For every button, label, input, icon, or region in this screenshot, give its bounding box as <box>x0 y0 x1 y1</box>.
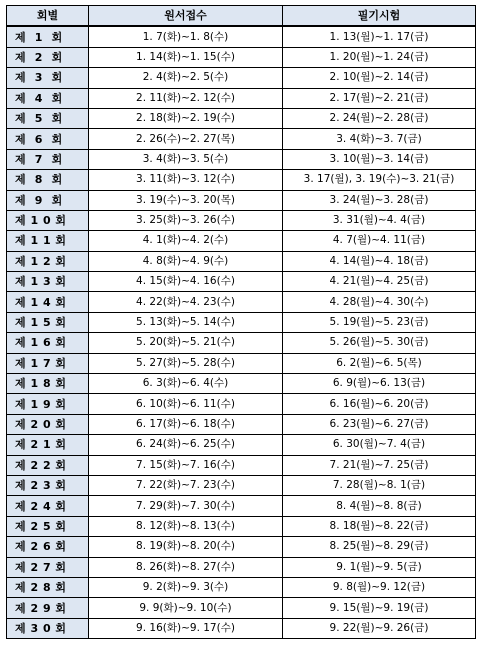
round-cell: 제 1 회 <box>7 26 89 47</box>
application-period-cell: 3. 19(수)~3. 20(목) <box>89 190 283 210</box>
table-row <box>7 312 476 332</box>
round-cell: 제 2 6 회 <box>7 537 89 557</box>
application-period-cell: 7. 29(화)~7. 30(수) <box>89 496 283 516</box>
table-row <box>7 496 476 516</box>
written-exam-period-cell: 5. 19(월)~5. 23(금) <box>283 312 476 332</box>
round-cell: 제 1 0 회 <box>7 210 89 230</box>
table-row <box>7 394 476 414</box>
application-period-cell: 1. 7(화)~1. 8(수) <box>89 26 283 47</box>
table-row <box>7 353 476 373</box>
written-exam-period-cell: 7. 21(월)~7. 25(금) <box>283 455 476 475</box>
table-row <box>7 516 476 536</box>
round-cell: 제 2 5 회 <box>7 516 89 536</box>
application-period-cell: 5. 13(화)~5. 14(수) <box>89 312 283 332</box>
application-period-cell: 8. 19(화)~8. 20(수) <box>89 537 283 557</box>
table-row <box>7 618 476 638</box>
written-exam-period-cell: 2. 24(월)~2. 28(금) <box>283 108 476 128</box>
application-period-cell: 9. 9(화)~9. 10(수) <box>89 598 283 618</box>
header-written-exam: 필기시험 <box>283 6 476 27</box>
round-cell: 제 8 회 <box>7 170 89 190</box>
written-exam-period-cell: 2. 10(월)~2. 14(금) <box>283 68 476 88</box>
written-exam-period-cell: 6. 2(월)~6. 5(목) <box>283 353 476 373</box>
table-row <box>7 190 476 210</box>
application-period-cell: 1. 14(화)~1. 15(수) <box>89 47 283 67</box>
table-row <box>7 475 476 495</box>
application-period-cell: 2. 4(화)~2. 5(수) <box>89 68 283 88</box>
written-exam-period-cell: 5. 26(월)~5. 30(금) <box>283 333 476 353</box>
written-exam-period-cell: 1. 13(월)~1. 17(금) <box>283 26 476 47</box>
table-row <box>7 47 476 67</box>
written-exam-period-cell: 9. 8(월)~9. 12(금) <box>283 577 476 597</box>
round-cell: 제 2 3 회 <box>7 475 89 495</box>
application-period-cell: 6. 17(화)~6. 18(수) <box>89 414 283 434</box>
round-cell: 제 1 1 회 <box>7 231 89 251</box>
application-period-cell: 8. 12(화)~8. 13(수) <box>89 516 283 536</box>
table-row <box>7 88 476 108</box>
written-exam-period-cell: 3. 24(월)~3. 28(금) <box>283 190 476 210</box>
application-period-cell: 8. 26(화)~8. 27(수) <box>89 557 283 577</box>
round-cell: 제 1 5 회 <box>7 312 89 332</box>
table-row <box>7 374 476 394</box>
written-exam-period-cell: 6. 23(월)~6. 27(금) <box>283 414 476 434</box>
header-round: 회별 <box>7 6 89 27</box>
round-cell: 제 2 2 회 <box>7 455 89 475</box>
round-cell: 제 2 7 회 <box>7 557 89 577</box>
application-period-cell: 4. 8(화)~4. 9(수) <box>89 251 283 271</box>
application-period-cell: 4. 1(화)~4. 2(수) <box>89 231 283 251</box>
written-exam-period-cell: 9. 15(월)~9. 19(금) <box>283 598 476 618</box>
table-row <box>7 26 476 47</box>
header-application: 원서접수 <box>89 6 283 27</box>
table-row <box>7 557 476 577</box>
written-exam-period-cell: 8. 4(월)~8. 8(금) <box>283 496 476 516</box>
table-row <box>7 333 476 353</box>
table-row <box>7 435 476 455</box>
written-exam-period-cell: 4. 7(월)~4. 11(금) <box>283 231 476 251</box>
round-cell: 제 3 회 <box>7 68 89 88</box>
round-cell: 제 5 회 <box>7 108 89 128</box>
table-row <box>7 170 476 190</box>
table-row <box>7 598 476 618</box>
written-exam-period-cell: 3. 4(화)~3. 7(금) <box>283 129 476 149</box>
written-exam-period-cell: 4. 14(월)~4. 18(금) <box>283 251 476 271</box>
table-row <box>7 292 476 312</box>
written-exam-period-cell: 8. 25(월)~8. 29(금) <box>283 537 476 557</box>
round-cell: 제 2 0 회 <box>7 414 89 434</box>
table-row <box>7 68 476 88</box>
round-cell: 제 1 6 회 <box>7 333 89 353</box>
application-period-cell: 4. 15(화)~4. 16(수) <box>89 272 283 292</box>
application-period-cell: 3. 11(화)~3. 12(수) <box>89 170 283 190</box>
application-period-cell: 3. 4(화)~3. 5(수) <box>89 149 283 169</box>
round-cell: 제 2 4 회 <box>7 496 89 516</box>
round-cell: 제 2 회 <box>7 47 89 67</box>
written-exam-period-cell: 1. 20(월)~1. 24(금) <box>283 47 476 67</box>
written-exam-period-cell: 9. 1(월)~9. 5(금) <box>283 557 476 577</box>
table-row <box>7 210 476 230</box>
application-period-cell: 7. 15(화)~7. 16(수) <box>89 455 283 475</box>
application-period-cell: 2. 11(화)~2. 12(수) <box>89 88 283 108</box>
round-cell: 제 1 9 회 <box>7 394 89 414</box>
round-cell: 제 1 3 회 <box>7 272 89 292</box>
table-row <box>7 577 476 597</box>
application-period-cell: 9. 2(화)~9. 3(수) <box>89 577 283 597</box>
table-row <box>7 537 476 557</box>
written-exam-period-cell: 4. 28(월)~4. 30(수) <box>283 292 476 312</box>
round-cell: 제 2 8 회 <box>7 577 89 597</box>
exam-schedule-table <box>6 5 476 639</box>
table-row <box>7 251 476 271</box>
application-period-cell: 6. 3(화)~6. 4(수) <box>89 374 283 394</box>
written-exam-period-cell: 3. 17(월), 3. 19(수)~3. 21(금) <box>283 170 476 190</box>
written-exam-period-cell: 6. 16(월)~6. 20(금) <box>283 394 476 414</box>
table-row <box>7 272 476 292</box>
round-cell: 제 1 7 회 <box>7 353 89 373</box>
round-cell: 제 1 2 회 <box>7 251 89 271</box>
table-row <box>7 149 476 169</box>
written-exam-period-cell: 3. 31(월)~4. 4(금) <box>283 210 476 230</box>
table-row <box>7 414 476 434</box>
application-period-cell: 3. 25(화)~3. 26(수) <box>89 210 283 230</box>
round-cell: 제 9 회 <box>7 190 89 210</box>
application-period-cell: 5. 27(화)~5. 28(수) <box>89 353 283 373</box>
application-period-cell: 7. 22(화)~7. 23(수) <box>89 475 283 495</box>
application-period-cell: 6. 24(화)~6. 25(수) <box>89 435 283 455</box>
round-cell: 제 4 회 <box>7 88 89 108</box>
round-cell: 제 1 8 회 <box>7 374 89 394</box>
application-period-cell: 2. 18(화)~2. 19(수) <box>89 108 283 128</box>
round-cell: 제 7 회 <box>7 149 89 169</box>
application-period-cell: 9. 16(화)~9. 17(수) <box>89 618 283 638</box>
table-row <box>7 108 476 128</box>
written-exam-period-cell: 8. 18(월)~8. 22(금) <box>283 516 476 536</box>
written-exam-period-cell: 6. 30(월)~7. 4(금) <box>283 435 476 455</box>
round-cell: 제 2 1 회 <box>7 435 89 455</box>
table-body <box>7 26 476 638</box>
table-row <box>7 455 476 475</box>
table-row <box>7 129 476 149</box>
round-cell: 제 1 4 회 <box>7 292 89 312</box>
application-period-cell: 4. 22(화)~4. 23(수) <box>89 292 283 312</box>
written-exam-period-cell: 6. 9(월)~6. 13(금) <box>283 374 476 394</box>
written-exam-period-cell: 9. 22(월)~9. 26(금) <box>283 618 476 638</box>
table-row <box>7 231 476 251</box>
written-exam-period-cell: 4. 21(월)~4. 25(금) <box>283 272 476 292</box>
round-cell: 제 2 9 회 <box>7 598 89 618</box>
written-exam-period-cell: 2. 17(월)~2. 21(금) <box>283 88 476 108</box>
table-header-row <box>7 6 476 27</box>
application-period-cell: 2. 26(수)~2. 27(목) <box>89 129 283 149</box>
round-cell: 제 6 회 <box>7 129 89 149</box>
application-period-cell: 5. 20(화)~5. 21(수) <box>89 333 283 353</box>
round-cell: 제 3 0 회 <box>7 618 89 638</box>
application-period-cell: 6. 10(화)~6. 11(수) <box>89 394 283 414</box>
written-exam-period-cell: 3. 10(월)~3. 14(금) <box>283 149 476 169</box>
written-exam-period-cell: 7. 28(월)~8. 1(금) <box>283 475 476 495</box>
